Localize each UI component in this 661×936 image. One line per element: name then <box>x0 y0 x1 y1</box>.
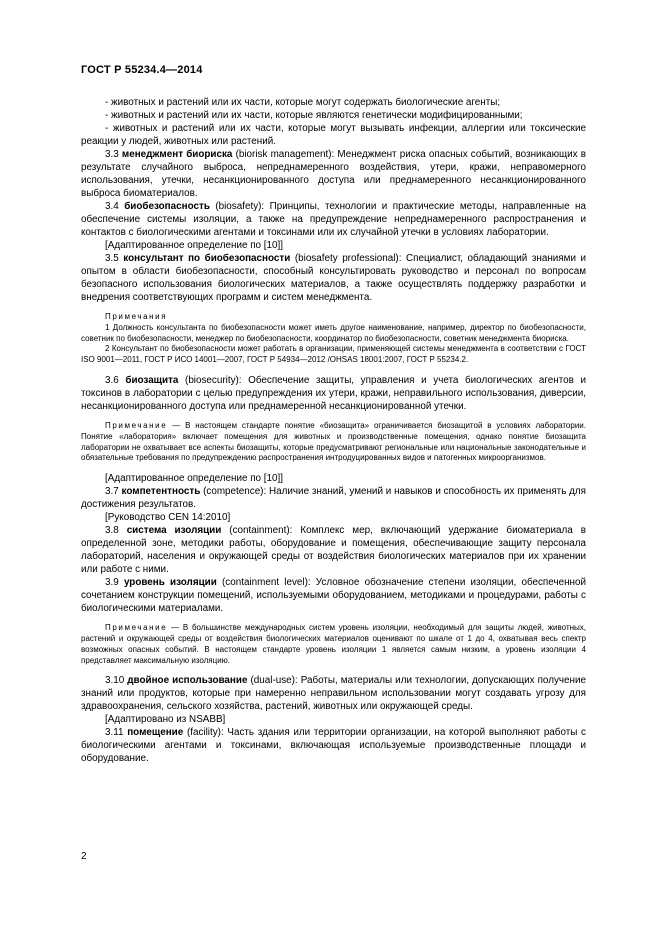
page-header-title: ГОСТ Р 55234.4—2014 <box>81 64 203 76</box>
note-item: 2 Консультант по биобезопасности может работать в организации, применяющей системы менеджмента в соответствии с ГОСТ ISO 9001—2011, ГОСТ Р ИСО 14001—2007, ГОСТ Р 54934—2012 /OHSAS 18001:2007, ГОСТ Р 55234.2. <box>81 344 586 365</box>
term-name: биозащита <box>125 374 179 386</box>
note-item: 1 Должность консультанта по биобезопасности может иметь другое наименование, например, директор по биобезопасности, советник по биобезопасности, менеджер по биобезопасности, координатор по биобезопасности, советник менеджмента биориска. <box>81 322 586 343</box>
term-3-11 <box>81 726 586 765</box>
note-text: — В настоящем стандарте понятие «биозащита» ограничивается биозащитой в условиях лаборатории. Понятие «лаборатория» включает помещения для животных и производственные помещения, однако понятие биозащита лаборатории не охватывает все аспекты биозащиты, которые предусматривают региональные или национальные законодательные и обязательные требования по предупреждению распространения интродуцированных видов и патогенных микроорганизмов. <box>81 420 586 463</box>
term-definition: (biorisk management): Менеджмент риска опасных событий, возникающих в результате случайного выброса, непреднамеренного воздействия, утери, кражи, неправомерного использования, утечки, несанкционированного доступа или преднамеренного несанкционированного выброса биоматериалов. <box>81 149 586 199</box>
term-source-ref: [Адаптированное определение по [10]] <box>105 473 284 485</box>
term-name: двойное использование <box>127 675 248 687</box>
term-3-5 <box>81 252 586 304</box>
term-definition: (biosafety professional): Специалист, обладающий знаниями и опытом в области биобезопасности, способный консультировать руководство и персонал по вопросам безопасного использования биологических материалов, а также осуществлять поддержку разработки и внедрения соответствующих программ и систем менеджмента. <box>81 253 587 303</box>
term-name: компетентность <box>121 486 201 498</box>
notes-heading: Примечания <box>105 312 168 321</box>
term-definition: (containment): Комплекс мер, включающий удержание биоматериала в определенной зоне, методики работы, оборудование и помещения, обеспечивающие защиту персонала лабораторий, населения и окружающей среды от воздействия биологических материалов при их хранении или работе с ними. <box>81 525 586 576</box>
note-item <box>81 623 586 666</box>
note-label: Примечание <box>105 420 168 430</box>
term-3-7 <box>81 485 586 511</box>
note-label: Примечание <box>105 623 168 633</box>
term-number: 3.8 <box>105 525 119 537</box>
term-number: 3.5 <box>105 253 119 264</box>
term-number: 3.3 <box>105 149 119 160</box>
term-number: 3.9 <box>105 577 119 589</box>
term-number: 3.10 <box>105 675 125 687</box>
term-3-8 <box>81 524 586 576</box>
term-number: 3.11 <box>105 727 124 739</box>
term-definition: (dual-use): Работы, материалы или технологии, допускающих получение знаний или продуктов, которые при намеренно неправильном использовании могут создавать угрозу для здравоохранения, сельского хозяйства, растений, животных или окружающей среды. <box>81 675 586 713</box>
term-definition: (facility): Часть здания или территории организации, на которой выполняют работы с биологическими агентами и токсинами, включающая используемые производственные площади и оборудование. <box>81 727 586 765</box>
term-3-10 <box>81 674 586 713</box>
term-name: помещение <box>127 727 184 739</box>
note-text: — В большинстве международных систем уровень изоляции, необходимый для защиты людей, животных, растений и окружающей среды от воздействия биологических материалов оценивают по шкале от 1 до 4, охватывая весь спектр возможных опасных событий. В настоящем стандарте уровень изоляции 1 является самым низким, а уровень изоляции 4 представляет максимальную изоляцию. <box>81 623 586 665</box>
term-definition: (biosecurity): Обеспечение защиты, управления и учета биологических агентов и токсинов в лаборатории с целью предупреждения их утери, кражи, неправильного использования, диверсии, несанкционированного доступа или преднамеренной несанкционированной утечки. <box>81 374 586 412</box>
term-definition: (containment level): Условное обозначение степени изоляции, обеспеченной сочетанием конструкции помещений, используемыми оборудованием, методиками и процедурами, работы с биологическими материалами. <box>81 577 586 615</box>
term-3-9 <box>81 576 586 615</box>
term-source-ref: [Адаптированное определение по [10]] <box>105 240 284 251</box>
term-name: консультант по биобезопасности <box>123 253 291 264</box>
note-item <box>81 421 586 464</box>
term-3-3 <box>81 148 586 200</box>
term-definition: (competence): Наличие знаний, умений и навыков и способность их применять для достижения результатов. <box>81 486 587 511</box>
term-number: 3.6 <box>105 374 119 386</box>
term-3-4 <box>81 200 586 239</box>
term-number: 3.4 <box>105 201 119 212</box>
list-item: - животных и растений или их части, которые являются генетически модифицированными; <box>105 110 523 121</box>
term-name: уровень изоляции <box>123 577 217 589</box>
document-body <box>81 96 586 765</box>
term-number: 3.7 <box>105 486 119 498</box>
term-source-ref: [Адаптировано из NSABB] <box>105 714 226 726</box>
term-3-6 <box>81 374 586 413</box>
term-definition: (biosafety): Принципы, технологии и практические методы, направленные на обеспечение системы изоляции, а также на предупреждение непреднамеренного распространения и контактов с биологическими агентами и токсинами или их случайной утечки в условиях лаборатории. <box>81 201 586 238</box>
term-name: биобезопасность <box>124 201 210 212</box>
term-name: система изоляции <box>126 525 222 537</box>
term-source-ref: [Руководство CEN 14:2010] <box>105 512 231 524</box>
list-item: - животных и растений или их части, которые могут вызывать инфекции, аллергии или токсические реакции у людей, животных или растений. <box>81 123 586 147</box>
page-number: 2 <box>81 851 87 862</box>
list-item: - животных и растений или их части, которые могут содержать биологические агенты; <box>105 97 501 108</box>
term-name: менеджмент биориска <box>121 149 233 160</box>
